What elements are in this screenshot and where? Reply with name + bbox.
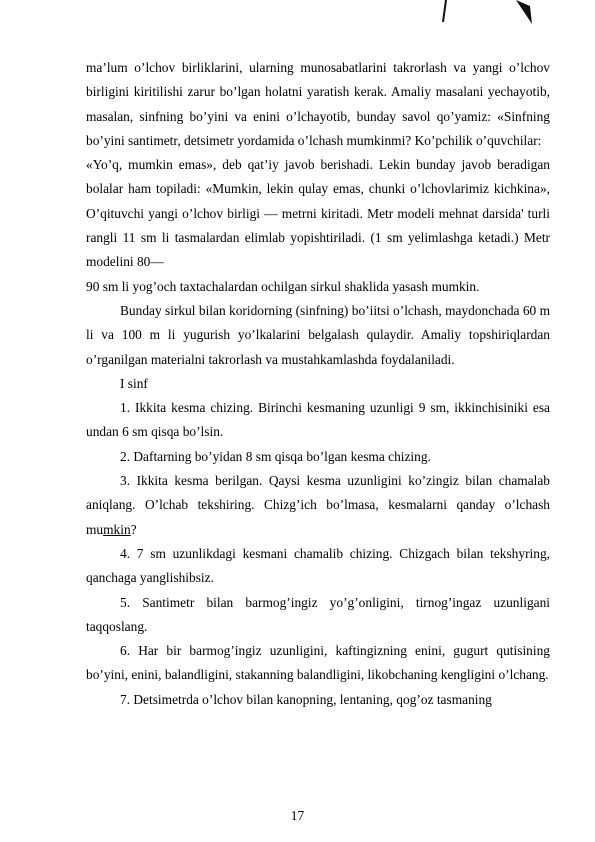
task-5: 5. Santimetr bilan barmog’ingiz yo’g’onligini, tirnog’ingaz uzunligani taqqoslang. bbox=[86, 594, 550, 634]
task-3-underlined: mkin bbox=[103, 521, 131, 537]
task-4: 4. 7 sm uzunlikdagi kesmani chamalib chizing. Chizgach bilan tekshyring, qanchaga yanglishibsiz. bbox=[86, 545, 550, 586]
paragraph-1: ma’lum o’lchov birliklarini, ularning munosabatlarini takrorlash va yangi o’lchov birligini kiritilishi zarur bo’lgan holatni yaratish kerak. Amaliy masalani yechayotib, masalan, sinfning bo’yini va enini o’lchayotib, bunday savol qo’yamiz: «Sinfning bo’yini santimetr, detsimetr yordamida o’lchash mumkinmi? Ko’pchilik o’quvchilar: bbox=[86, 60, 550, 148]
text-body bbox=[86, 56, 550, 712]
page-number: 17 bbox=[290, 808, 305, 823]
paragraph-3: 90 sm li yog’och taxtachalardan ochilgan sirkul shaklida yasash mumkin. bbox=[86, 278, 480, 294]
task-1: 1. Ikkita kesma chizing. Birinchi kesmaning uzunligi 9 sm, ikkinchisiniki esa undan 6 sm qisqa bo’lsin. bbox=[86, 400, 550, 440]
section-heading: I sinf bbox=[120, 375, 148, 391]
task-6: 6. Har bir barmog’ingiz uzunligini, kaftingizning enini, gugurt qutisining bo’yini, enini, balandligini, stakanning balandligini, likobchaning kengligini o’lchang. bbox=[86, 643, 550, 683]
task-7: 7. Detsimetrda o’lchov bilan kanopning, lentaning, qog’oz tasmaning bbox=[120, 691, 492, 707]
task-2: 2. Daftarning bo’yidan 8 sm qisqa bo’lgan kesma chizing. bbox=[120, 448, 431, 464]
task-3 bbox=[86, 469, 550, 542]
paragraph-2: «Yo’q, mumkin emas», deb qat’iy javob berishadi. Lekin bunday javob beradigan bolalar ham topiladi: «Mumkin, lekin qulay emas, chunki o’lchovlarimiz kichkina», O’qituvchi yangi o’lchov birligi — metrni kiritadi. Metr modeli mehnat darsida' turli rangli 11 sm li tasmalardan elimlab yopishtiriladi. (1 sm yelimlashga ketadi.) Metr modelini 80— bbox=[86, 157, 550, 270]
paragraph-4: Bunday sirkul bilan koridorning (sinfning) bo’iitsi o’lchash, maydonchada 60 m li va 100 m li yugurish yo’lkalarini belgalash qulaydir. Amaliy topshiriqlardan o’rganilgan materialni takrorlash va mustahkamlashda foydalaniladi. bbox=[86, 302, 550, 367]
task-3-end: ? bbox=[130, 521, 137, 537]
task-3-text: 3. Ikkita kesma berilgan. Qaysi kesma uzunligini ko’zingiz bilan chamalab aniqlang. O’lchab tekshiring. Chizg’ich bo’lmasa, kesmalarni qanday o’lchash mu bbox=[86, 473, 550, 537]
decorative-mark bbox=[438, 0, 538, 30]
